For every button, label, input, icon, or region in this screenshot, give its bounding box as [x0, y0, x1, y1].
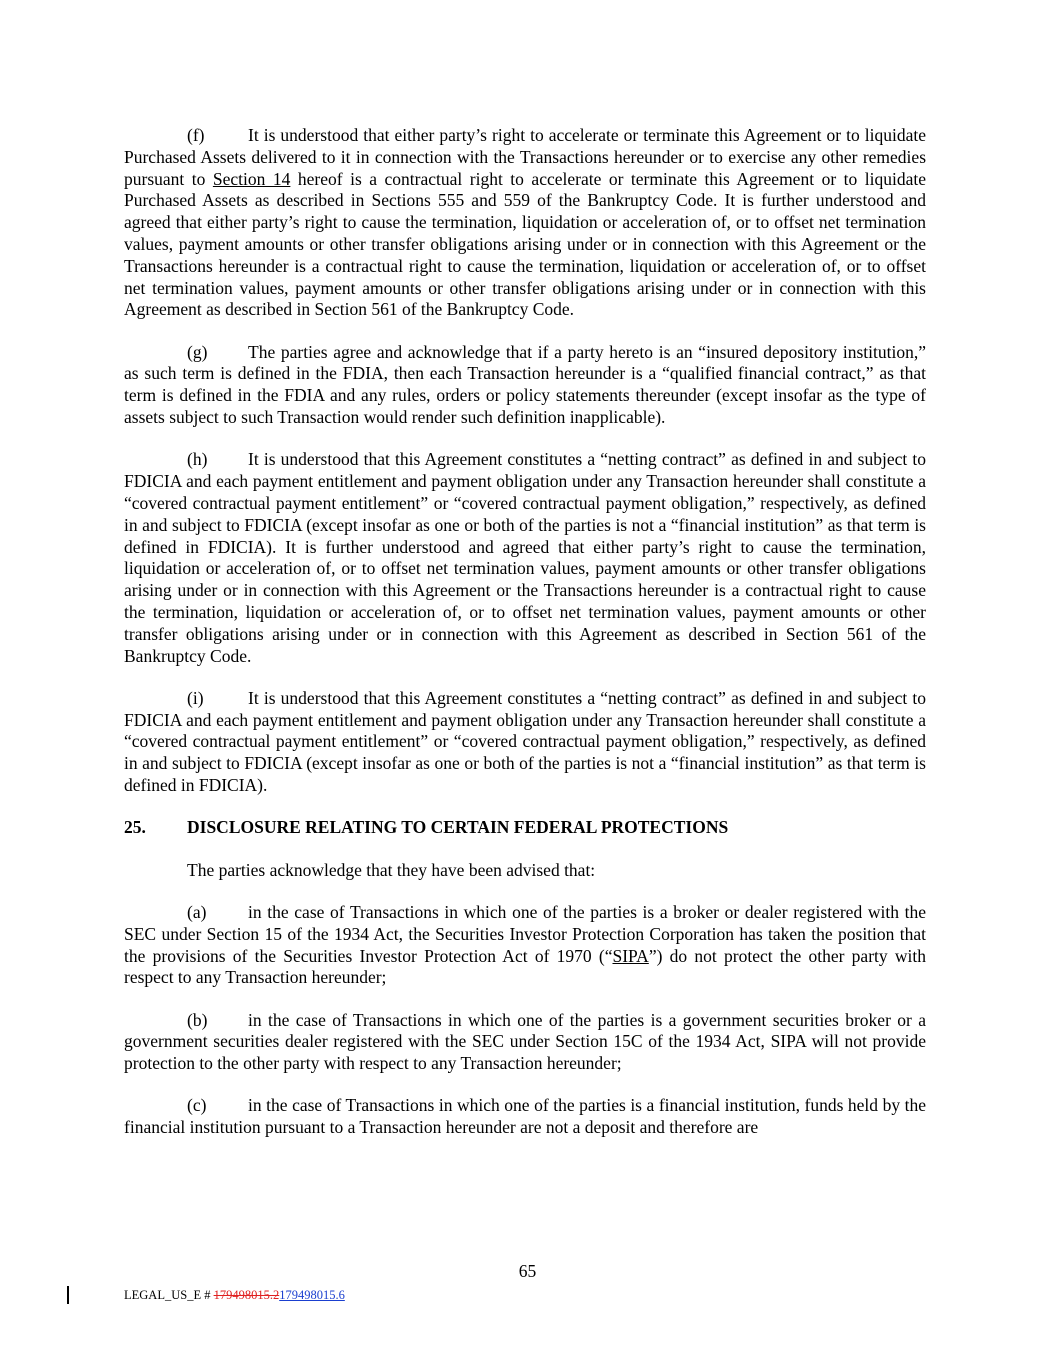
page-body: [124, 125, 926, 1160]
paragraph-text: in the case of Transactions in which one of the parties is a financial institution, funds held by the financial institution pursuant to a Transaction hereunder are not a deposit and therefore are: [124, 1095, 926, 1138]
paragraph-g: [124, 342, 926, 429]
paragraph-text: in the case of Transactions in which one of the parties is a broker or dealer registered with the SEC under Section 15 of the 1934 Act, the Securities Investor Protection Corporation has taken the position that the provisions of the Securities Investor Protection Act of 1970 (“: [124, 901, 926, 966]
paragraph-i: [124, 688, 926, 797]
paragraph-marker: (b): [187, 1009, 208, 1030]
paragraph-text: The parties agree and acknowledge that if a party hereto is an “insured depository institution,” as such term is defined in the FDIA, then each Transaction hereunder is a “qualified financial contract,” as that term is defined in the FDIA and any rules, orders or policy statements thereunder (except insofar as the type of assets subject to such Transaction would render such definition inapplicable).: [124, 341, 926, 428]
deleted-document-id: 179498015.2: [213, 1288, 280, 1302]
page-number: 65: [518, 1261, 537, 1281]
footer-prefix: LEGAL_US_E #: [124, 1288, 214, 1302]
paragraph-marker: (h): [187, 449, 208, 470]
paragraph-marker: (g): [187, 341, 208, 362]
paragraph-marker: (a): [187, 901, 207, 922]
paragraph-b: [124, 1010, 926, 1075]
paragraph-text: It is understood that this Agreement constitutes a “netting contract” as defined in and subject to FDICIA and each payment entitlement and payment obligation under any Transaction hereunder shall constitute a “covered contractual payment entitlement” or “covered contractual payment obligation,” respectively, as defined in and subject to FDICIA (except insofar as one or both of the parties is not a “financial institution” as that term is defined in FDICIA).: [124, 687, 926, 796]
section-heading: [124, 817, 926, 839]
paragraph-f: [124, 125, 926, 321]
paragraph-text: It is understood that this Agreement constitutes a “netting contract” as defined in and subject to FDICIA and each payment entitlement and payment obligation under any Transaction hereunder shall constitute a “covered contractual payment entitlement” or “covered contractual payment obligation,” respectively, as defined in and subject to FDICIA (except insofar as one or both of the parties is not a “financial institution” as that term is defined in FDICIA). It is further understood and agreed that either party’s right to cause the termination, liquidation or acceleration of, or to offset net termination values, payment amounts or other transfer obligations arising under or in connection with this Agreement or the Transactions hereunder is a contractual right to cause the termination, liquidation or acceleration of, or to offset net termination values, payment amounts or other transfer obligations arising under or in connection with this Agreement as described in Section 561 of the Bankruptcy Code.: [124, 449, 926, 666]
paragraph-marker: (f): [187, 125, 205, 145]
paragraph-marker: (i): [187, 687, 204, 708]
paragraph-text: It is understood that either party’s right to accelerate or terminate this Agreement or to liquidate Purchased Assets delivered to it in connection with the Transactions hereunder or to exercise any other remedies pursuant to: [124, 125, 926, 189]
paragraph-text: ”) do not protect the other party with respect to any Transaction hereunder;: [124, 945, 926, 988]
defined-term-sipa: SIPA: [612, 945, 649, 966]
change-bar: [67, 1286, 69, 1304]
section-intro: The parties acknowledge that they have been advised that:: [187, 859, 596, 880]
paragraph-c: [124, 1095, 926, 1139]
section-number: 25.: [124, 817, 146, 838]
section-title: DISCLOSURE RELATING TO CERTAIN FEDERAL PROTECTIONS: [187, 817, 729, 838]
section-reference-link[interactable]: Section 14: [212, 168, 291, 189]
paragraph-text: in the case of Transactions in which one of the parties is a government securities broker or a government securities dealer registered with the SEC under Section 15C of the 1934 Act, SIPA will not provide protection to the other party with respect to any Transaction hereunder;: [124, 1009, 926, 1074]
inserted-document-id: 179498015.6: [279, 1288, 345, 1302]
document-id-footer: [124, 1288, 345, 1303]
paragraph-text: hereof is a contractual right to accelerate or terminate this Agreement or to liquidate Purchased Assets as described in Sections 555 and 559 of the Bankruptcy Code. It is further understood and agreed that either party’s right to cause the termination, liquidation or acceleration of, or to offset net termination values, payment amounts or other transfer obligations arising under or in connection with this Agreement or the Transactions hereunder is a contractual right to cause the termination, liquidation or acceleration of, or to offset net termination values, payment amounts or other transfer obligations arising under or in connection with this Agreement as described in Section 561 of the Bankruptcy Code.: [124, 168, 926, 320]
paragraph-marker: (c): [187, 1095, 207, 1116]
paragraph-a: [124, 902, 926, 989]
paragraph-h: [124, 449, 926, 667]
